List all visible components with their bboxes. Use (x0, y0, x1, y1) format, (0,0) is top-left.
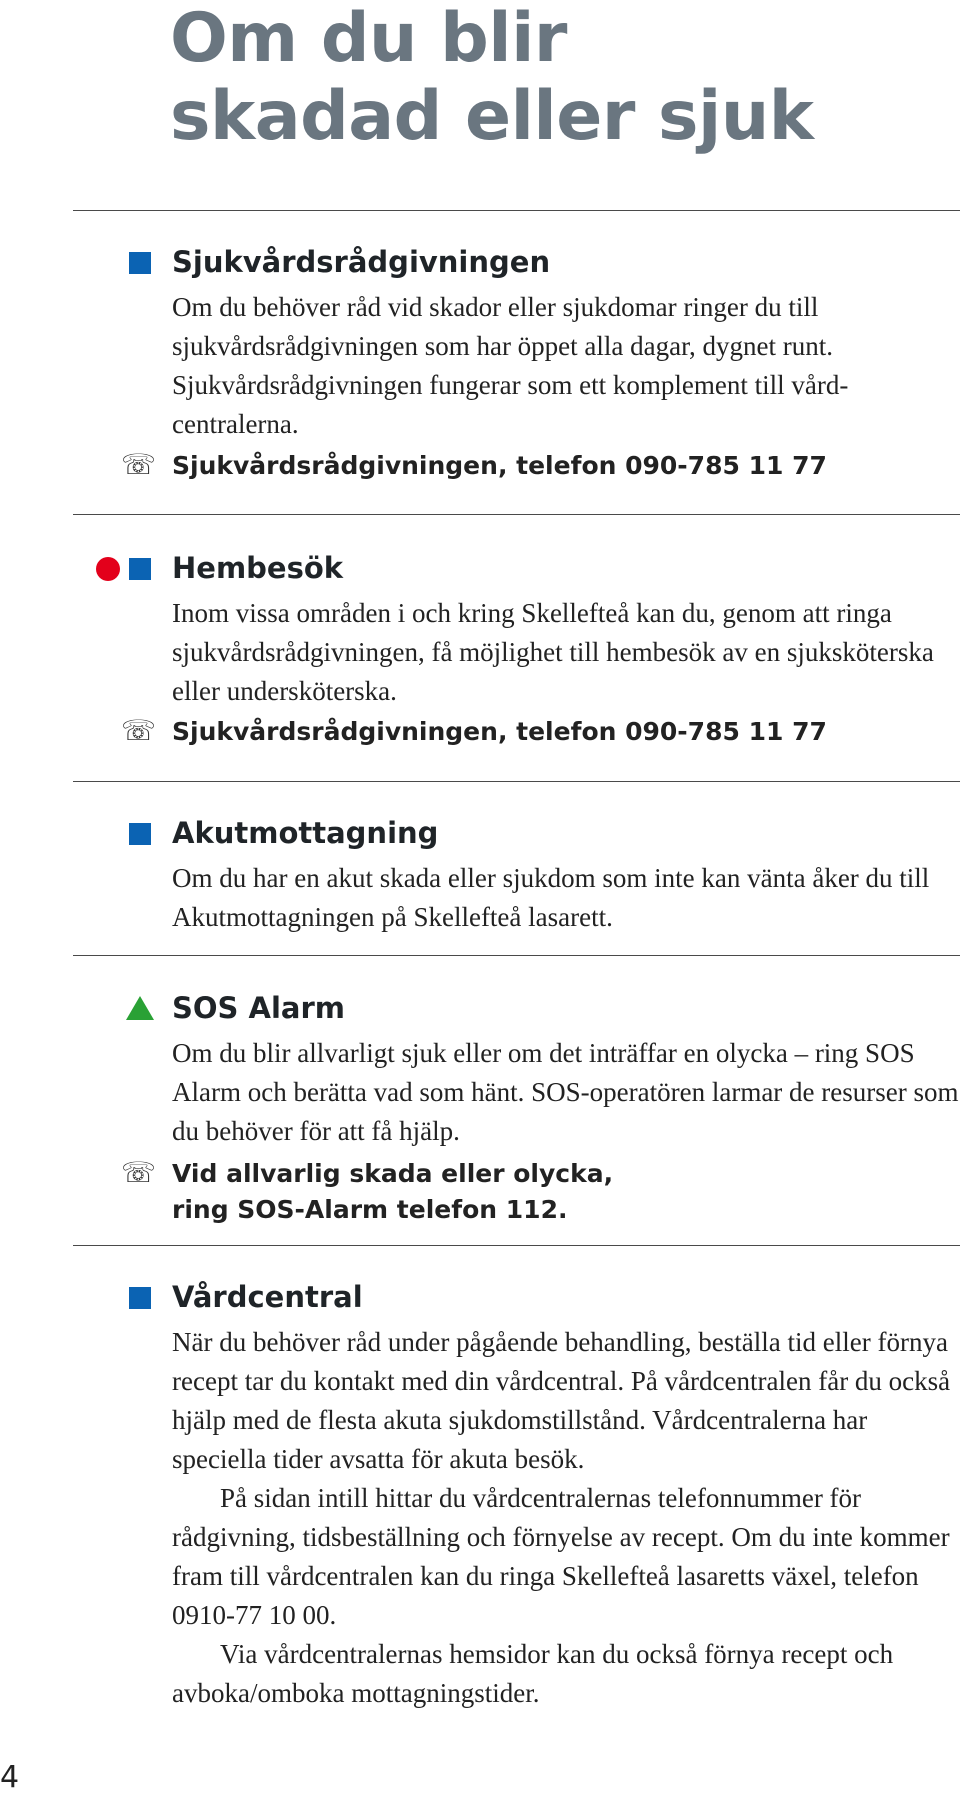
section-paragraph: Om du behöver råd vid skador eller sjukdomar ringer du till sjukvårdsrådgivningen som har öppet alla dagar, dygnet runt. Sjukvårdsrådgivningen fungerar som ett komplement till vårdcentralerna. (172, 292, 849, 439)
blue-square-bullet-icon (129, 558, 151, 580)
emergency-phone-line-2: ring SOS-Alarm telefon 112. (172, 1195, 568, 1224)
emergency-phone-line-1: Vid allvarlig skada eller olycka, (172, 1159, 614, 1188)
phone-number-text: Sjukvårdsrådgivningen, telefon 090-785 11 77 (172, 451, 827, 480)
section-body (172, 1323, 960, 1713)
section-paragraph: Via vårdcentralernas hemsidor kan du också förnya recept och avboka/omboka mottagningstider. (172, 1639, 894, 1708)
red-dot-bullet-icon (96, 557, 120, 581)
section-body (172, 1034, 960, 1151)
blue-square-bullet-icon (129, 1287, 151, 1309)
section-divider (73, 781, 960, 782)
section-paragraph: Om du har en akut skada eller sjukdom som inte kan vänta åker du till Akutmottagningen på Skellefteå lasarett. (172, 863, 930, 932)
section-heading: Hembesök (172, 551, 344, 585)
section-heading: Vårdcentral (172, 1280, 363, 1314)
section-paragraph: Inom vissa områden i och kring Skellefteå kan du, genom att ringa sjukvårdsrådgivningen, få möjlighet till hembesök av en sjuksköterska eller undersköterska. (172, 598, 934, 706)
green-triangle-bullet-icon (126, 996, 154, 1020)
page-title (170, 0, 813, 156)
telephone-icon: ☏ (121, 714, 157, 747)
page-title-line-1: Om du blir (170, 0, 567, 78)
section-heading: SOS Alarm (172, 991, 345, 1025)
section-divider (73, 955, 960, 956)
phone-number-text: Sjukvårdsrådgivningen, telefon 090-785 11 77 (172, 717, 827, 746)
section-body (172, 859, 960, 937)
section-divider (73, 210, 960, 211)
section-paragraph: På sidan intill hittar du vårdcentralernas telefonnummer för rådgivning, tidsbeställning och förnyelse av recept. Om du inte kommer fram till vårdcentralen kan du ringa Skellefteå lasaretts växel, telefon 0910-77 10 00. (172, 1483, 950, 1630)
section-divider (73, 514, 960, 515)
page-title-line-2: skadad eller sjuk (170, 77, 814, 156)
blue-square-bullet-icon (129, 252, 151, 274)
telephone-icon: ☏ (121, 448, 157, 481)
section-paragraph: När du behöver råd under pågående behandling, beställa tid eller förnya recept tar du kontakt med din vårdcentral. På vårdcentralen får du också hjälp med de flesta akuta sjukdomstillstånd. Vårdcentralerna har speciella tider avsatta för akuta besök. (172, 1327, 951, 1474)
section-body (172, 288, 960, 444)
section-paragraph: Om du blir allvarligt sjuk eller om det inträffar en olycka – ring SOS Alarm och berätta vad som hänt. SOS-operatören larmar de resurser som du behöver för att få hjälp. (172, 1038, 959, 1146)
section-divider (73, 1245, 960, 1246)
section-body (172, 594, 960, 711)
page-number: 4 (0, 1760, 20, 1795)
section-heading: Akutmottagning (172, 816, 439, 850)
emergency-phone-text (172, 1156, 613, 1228)
telephone-icon: ☏ (121, 1156, 157, 1189)
blue-square-bullet-icon (129, 823, 151, 845)
section-heading: Sjukvårdsrådgivningen (172, 245, 551, 279)
